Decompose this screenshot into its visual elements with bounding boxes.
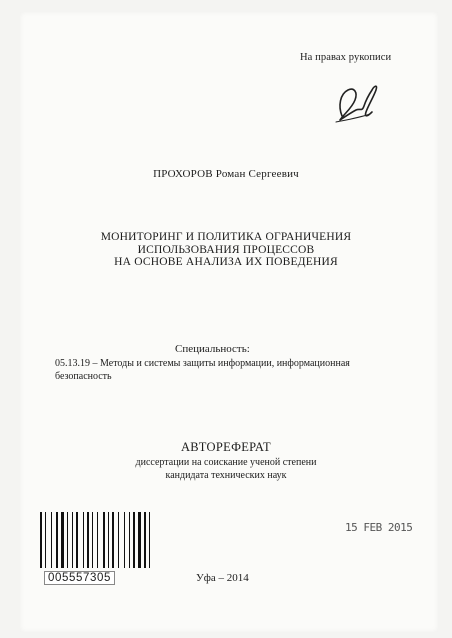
city-year: Уфа – 2014: [196, 572, 249, 584]
rights-note: На правах рукописи: [300, 52, 392, 63]
title-line: ИСПОЛЬЗОВАНИЯ ПРОЦЕССОВ: [137, 243, 315, 256]
author-name: ПРОХОРОВ Роман Сергеевич: [153, 168, 299, 180]
title-line: МОНИТОРИНГ И ПОЛИТИКА ОГРАНИЧЕНИЯ: [100, 231, 352, 243]
title-line: НА ОСНОВЕ АНАЛИЗА ИХ ПОВЕДЕНИЯ: [114, 256, 338, 268]
specialty-text: 05.13.19 – Методы и системы защиты информации, информационная безопасность: [55, 358, 350, 382]
abstract-line: кандидата технических наук: [165, 469, 287, 481]
abstract-line: диссертации на соискание ученой степени: [135, 457, 317, 468]
abstract-heading: АВТОРЕФЕРАТ: [180, 440, 271, 454]
barcode: [38, 510, 162, 570]
dissertation-title: [0, 231, 452, 269]
specialty-heading: Специальность:: [175, 343, 250, 355]
abstract-subtitle: [0, 457, 452, 482]
date-stamp: 15 FEB 2015: [345, 521, 413, 534]
barcode-number: 005557305: [44, 571, 115, 585]
handwritten-signature: [328, 76, 384, 130]
